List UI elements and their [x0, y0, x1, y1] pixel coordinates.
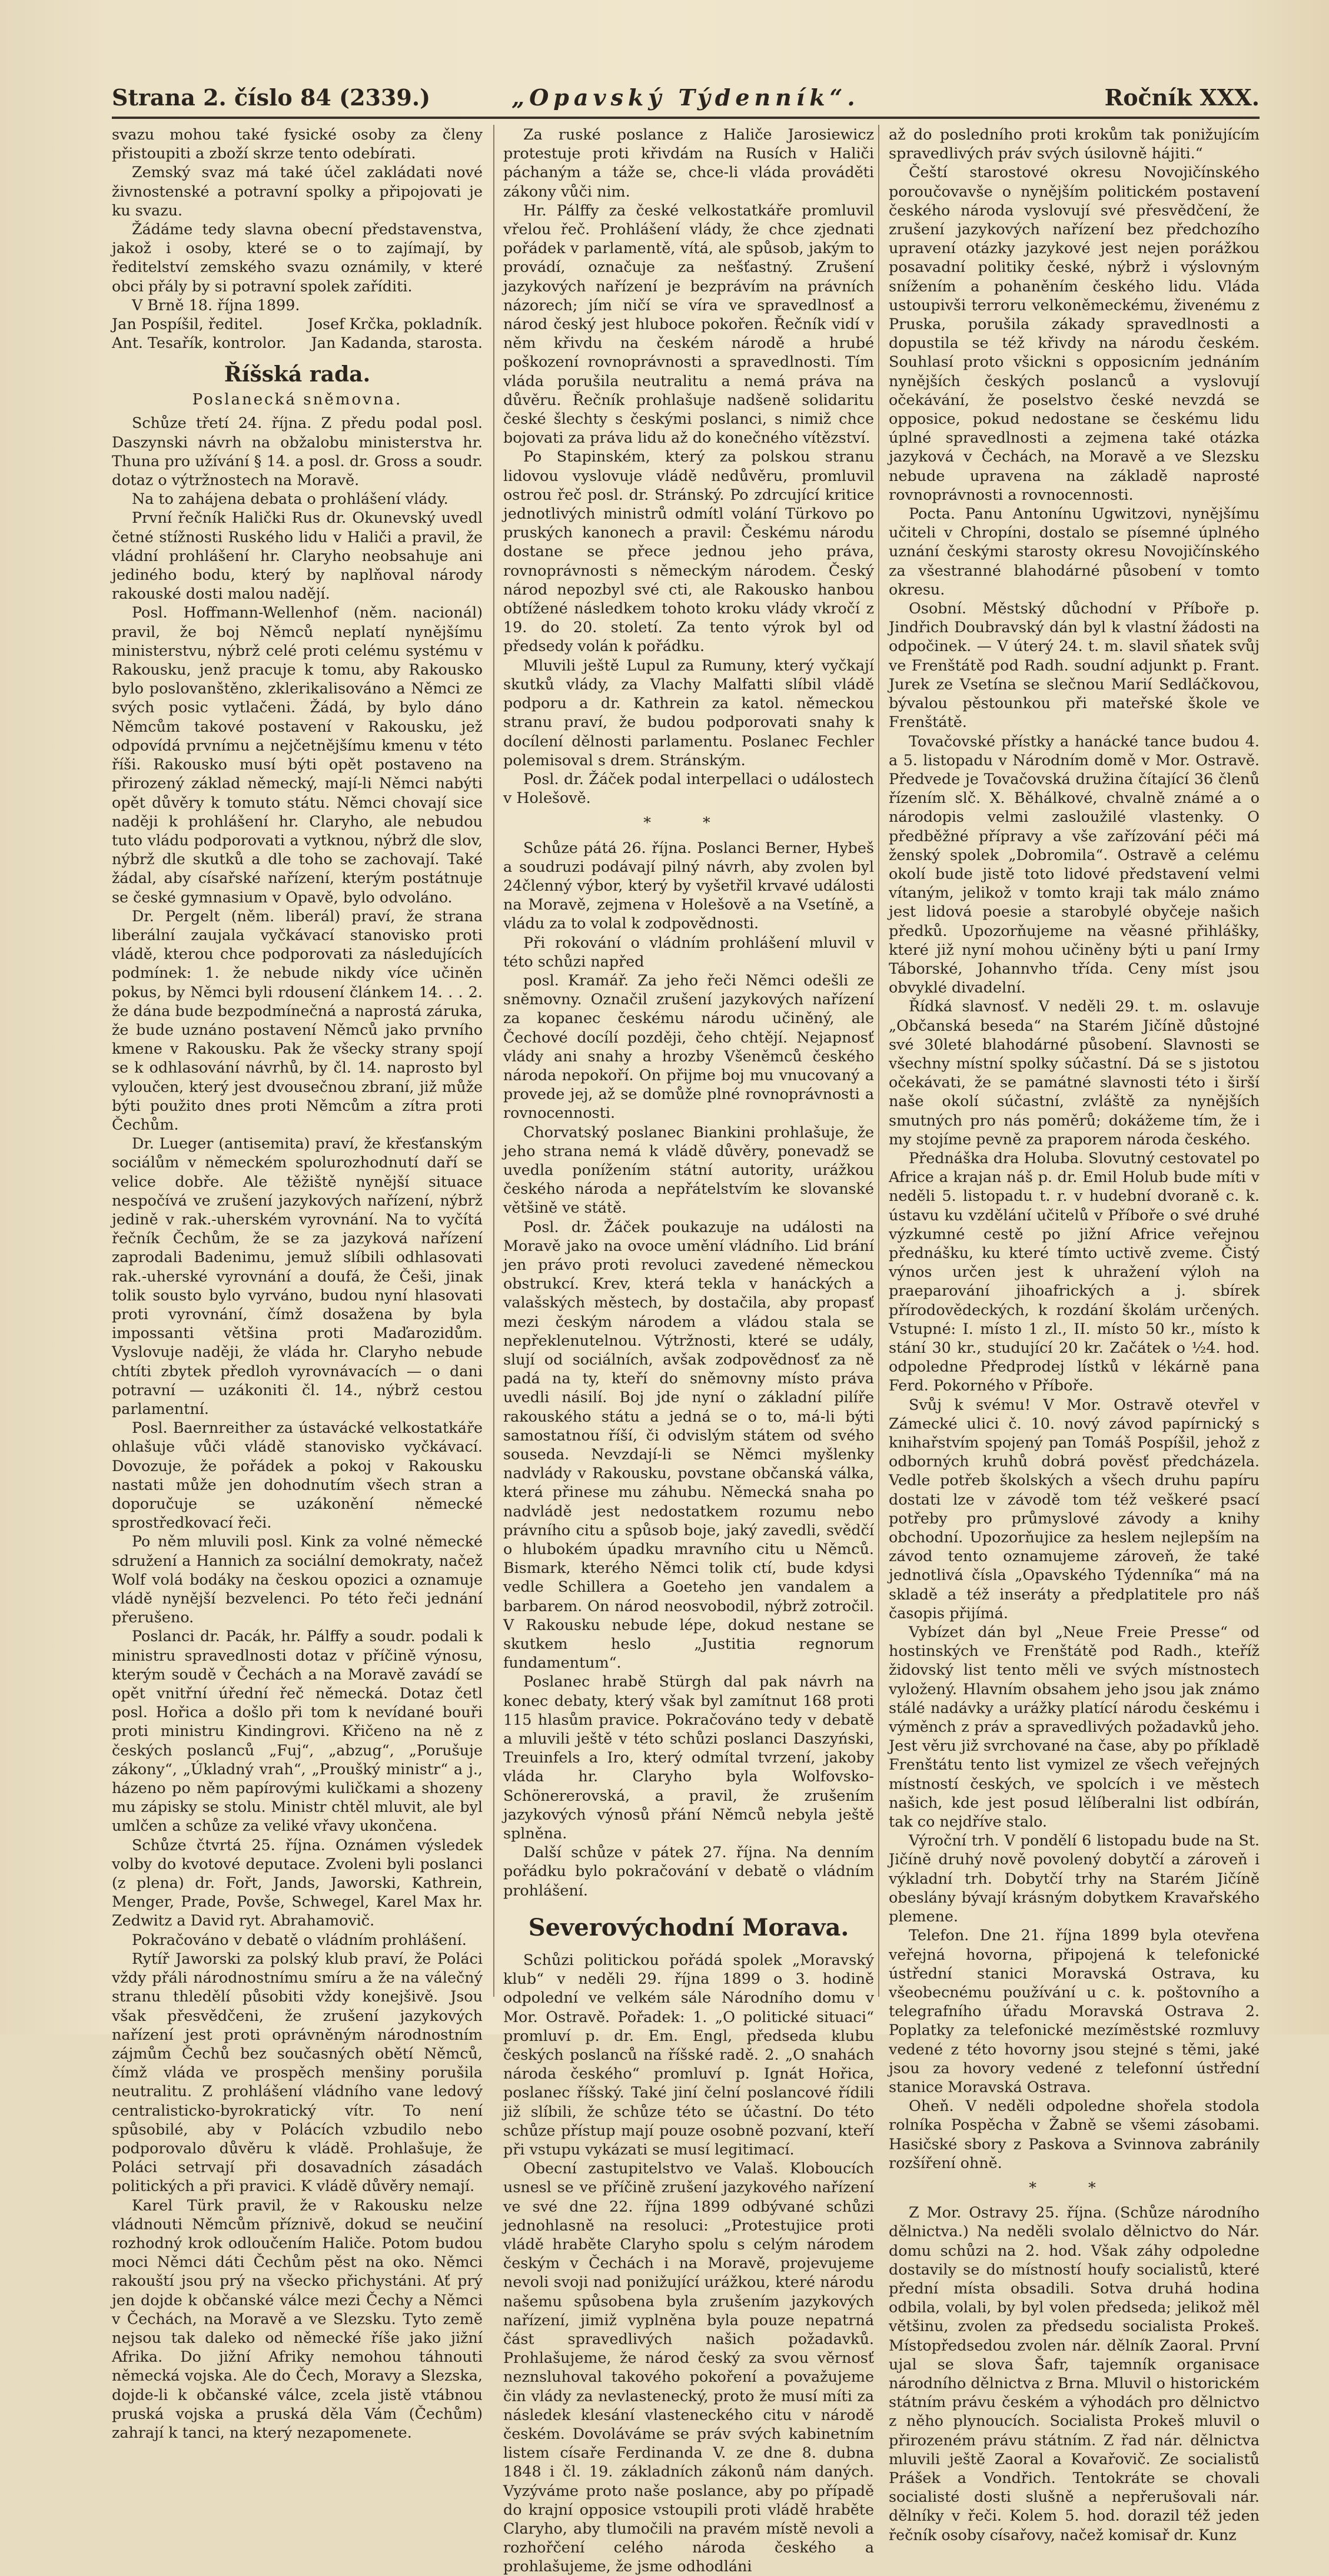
- paragraph: Poslanec hrabě Stürgh dal pak návrh na konec debaty, který však byl zamítnut 168 proti 115 hlasům pravice. Pokračováno tedy v debatě a mluvili ještě v této schůzi poslanci Daszyński, Treuinfels a Iro, který odmítal tvrzení, jakoby vláda hr. Claryho byla Wolfovsko-Schönererovská, a pravil, že zrušením jazykových výnosů přání Němců nebyla ještě splněna.: [503, 1672, 874, 1843]
- paragraph: Čeští starostové okresu Novojičínského poroučovavše o nynějším politickém postavení českého národa vyslovují své přesvědčení, že zrušení jazykových nařízení bez předchozího upravení otázky jazykové jest nejen porážkou posavadní politiky české, nýbrž i výslovným snížením a pohaněním českého lidu. Vláda ustoupivši terroru velkoněmeckému, živenému z Pruska, porušila zákady spravedlnosti a dopustila se též křivdy na národu českém. Souhlasí proto všickni s opposicním jednáním nynějších českých poslanců a vyslovují očekávání, že poselstvo české nevzdá se opposice, pokud nedostane se českému lidu úplné spravedlnosti a zejmena také otázka jazyková v Čechách, na Moravě a ve Slezsku nebude upravena na základě naprosté rovnoprávnosti a rovnocennosti.: [889, 163, 1260, 503]
- paragraph: Za ruské poslance z Haliče Jarosiewicz protestuje proti křivdám na Rusích v Haliči páchaným a táže se, chce-li vláda prováděti zákony vůči nim.: [503, 125, 874, 200]
- paragraph: Další schůze v pátek 27. října. Na denním pořádku bylo pokračování v debatě o vládním prohlášení.: [503, 1843, 874, 1899]
- signature: Ant. Tesařík, kontrolor.: [112, 334, 287, 352]
- paragraph: Rytíř Jaworski za polský klub praví, že Poláci vždy přáli národnostnímu smíru a že na válečný stranu thledělí působiti vždy konejšivě. Jsou však přesvědčeni, že zrušení jazykových nařízení jest proti oprávněným národnostním zájmům Čechů bez současných obětí Němců, čímž vláda ve prospěch menšiny porušila neutralitu. Z prohlášení vládního vane ledový centralisticko-byrokratický vítr. To není spůsobilé, aby v Polácích vzbudilo nebo podporovalo důvěru k vládě. Prohlašuje, že Poláci setrvají při dosavadních zásadách politických a při pravici. K vládě důvěry nemají.: [112, 1949, 483, 2195]
- separator-asterisks: * *: [1029, 2178, 1119, 2196]
- section-heading: Severovýchodní Morava.: [528, 1913, 849, 1941]
- paragraph: Karel Türk pravil, že v Rakousku nelze vládnouti Němcům příznivě, dokud se neučiní rozhodný krok odloučením Haliče. Potom budou moci Němci dáti Čechům pěst na oko. Němci rakouští jsou prý na všecko přichystáni. Ať prý jen dojde k občanské válce mezi Čechy a Němci v Čechách, na Moravě a ve Slezsku. Tyto země nejsou tak daleko od německé říše jako jižní Afrika. Do jižní Afriky nemohou táhnouti německá vojska. Ale do Čech, Moravy a Slezska, dojde-li k občanské válce, zcela jistě vtábnou pruská vojska a pruská děla Vám (Čechům) zahrají k tanci, na který nezapomenete.: [112, 2196, 483, 2441]
- column-1: [112, 125, 483, 2441]
- signature-row: [112, 333, 483, 352]
- paragraph: Výroční trh. V pondělí 6 listopadu bude na St. Jičíně druhý nově povolený dobytčí a zároveň i výkladní trh. Dobytčí trhy na Starém Jičíně obeslány bývají krásným dobytkem Kravařského plemene.: [889, 1831, 1260, 1926]
- masthead: [112, 79, 1260, 115]
- paragraph: Chorvatský poslanec Biankini prohlašuje, že jeho strana nemá k vládě důvěry, ponevadž se uvedla ponížením státní autority, urážkou českého národa a nepřátelstvím ke slovanské většině ve státě.: [503, 1123, 874, 1217]
- column-divider: [493, 125, 494, 1997]
- separator-asterisks: * *: [643, 814, 734, 832]
- section-subheading: Poslanecká sněmovna.: [192, 391, 403, 409]
- paragraph: Po něm mluvili posl. Kink za volné německé sdružení a Hannich za sociální demokraty, načež Wolf volá bodáky na českou opozici a oznamuje vládě nynější bezvelenci. Po této řeči jednání přerušeno.: [112, 1532, 483, 1626]
- paragraph: Posl. dr. Žáček podal interpellaci o událostech v Holešově.: [503, 769, 874, 807]
- section-heading: Říšská rada.: [224, 362, 371, 387]
- paragraph: Oheň. V neděli odpoledne shořela stodola rolníka Pospěcha v Žabně se všemi zásobami. Hasičské sbory z Paskova a Svinnova zabránily rozšíření ohně.: [889, 2097, 1260, 2172]
- paragraph: Dr. Lueger (antisemita) praví, že křesťanským sociálům v německém spolurozhodnutí daří se velice dobře. Ale těžiště nynější situace nespočívá ve zrušení jazykových nařízení, nýbrž jedině v rak.-uherském vyrovnání. Na to vyčítá řečník Čechům, že se za jazyková nařízení zaprodali Badenimu, jemuž slíbili odhlasovati rak.-uherské vyrovnání a doufá, že Češi, jinak tolik sousto bylo vyrváno, budou nyní hlasovati proti vyrovnání, čímž dosažena by byla impossanti většina proti Maďarozidům. Vyslovuje naději, že vláda hr. Claryho nebude chtíti zbytek předloh vyrovnávacích — o dani potravní — uzákoniti čl. 14., nýbrž cestou parlamentní.: [112, 1134, 483, 1418]
- paragraph: Dr. Pergelt (něm. liberál) praví, že strana liberální zaujala vyčkávací stanovisko proti vládě, kterou chce podporovati za následujících podmínek: 1. že nebude nikdy více učiněn pokus, by Němci byli rdousení článkem 14. . . 2. že dána bude bezpodmínečná a naprostá záruka, že bude uznáno postavení Němců jako prvního kmene v Rakousku. Pak že všecky strany spojí se k odhlasování návrhů, by čl. 14. naprosto byl vyloučen, který jest dvousečnou zbraní, již může býti použito dnes proti Němcům a zítra proti Čechům.: [112, 907, 483, 1133]
- paragraph: První řečník Halički Rus dr. Okunevský uvedl četné stížnosti Ruského lidu v Haliči a pravil, že vládní prohlášení hr. Claryho neobsahuje ani jediného bodu, který by naplňoval národy rakouské dosti malou nadějí.: [112, 509, 483, 603]
- paragraph: Schůze třetí 24. října. Z předu podal posl. Daszynski návrh na obžalobu ministerstva hr. Thuna pro užívání § 14. a posl. dr. Gross a soudr. dotaz o výtržnostech na Moravě.: [112, 414, 483, 489]
- paragraph: Z Mor. Ostravy 25. října. (Schůze národního dělnictva.) Na neděli svolalo dělnictvo do Nár. domu schůzi na 2. hod. Však záhy odpoledne dostavily se do místností houfy socialistů, které přední místa obsadili. Sotva druhá hodina odbila, volali, by byl volen předseda; jelikož měl většinu, zvolen za předsedu socialista Prokeš. Místopředsedou zvolen nár. dělník Zaoral. První ujal se slova Šafr, tajemník organisace národního dělnictva z Brna. Mluvil o historickém státním právu českém a výhodách pro dělnictvo z něho plynoucích. Socialista Prokeš mluvil o přirozeném právu státním. Z řad nár. dělnictva mluvili ještě Zaoral a Kovařovič. Ze socialistů Prášek a Vondřich. Tentokráte se chovali socialisté dosti slušně a nepřerušovali nár. dělníky v řeči. Kolem 5. hod. dorazil též jeden řečník osoby císařovy, načež komisař dr. Kunz: [889, 2203, 1260, 2544]
- column-2: [503, 125, 874, 2575]
- signature: Jan Kadanda, starosta.: [311, 334, 483, 352]
- signature: Josef Krčka, pokladník.: [307, 315, 483, 333]
- paragraph: Přednáška dra Holuba. Slovutný cestovatel po Africe a krajan náš p. dr. Emil Holub bude míti v neděli 5. listopadu t. r. v hudební dvoraně c. k. ústavu ku vzdělání učitelů v Příboře o své druhé výzkumné cestě po jižní Africe veřejnou přednášku, ku které tímto uctivě zveme. Čistý výnos určen jest k uhražení výloh na praeparování jihoafrických a j. sbírek přírodovědeckých, k rozdání školám určených. Vstupné: I. místo 1 zl., II. místo 50 kr., místo k stání 30 kr., studující 20 kr. Začátek o ½4. hod. odpoledne Předprodej lístků v lékárně pana Ferd. Pokorného v Příboře.: [889, 1148, 1260, 1395]
- header-rule: [112, 117, 1260, 119]
- paragraph: Pocta. Panu Antonínu Ugwitzovi, nynějšímu učiteli v Chropíni, dostalo se písemné úplného uznání českými starosty okresu Novojičínského za všestranné blahodárné působení v tomto okresu.: [889, 504, 1260, 598]
- paragraph: Schůzi politickou pořádá spolek „Moravský klub“ v neděli 29. října 1899 o 3. hodině odpolední ve velkém sále Národního domu v Mor. Ostravě. Pořadek: 1. „O politické situaci“ promluví p. dr. Em. Engl, předseda klubu českých poslanců na říšské radě. 2. „O snahách národa českého“ promluví p. Ignát Hořica, poslanec říšský. Také jiní čelní poslancové řídili již slíbili, že schůze této se účastní. Do této schůze přístup mají pouze osobně pozvaní, kteří při vstupu vykázati se musí legitimací.: [503, 1950, 874, 2158]
- paragraph: Po Stapinském, který za polskou stranu lidovou vyslovuje vládě nedůvěru, promluvil ostrou řeč posl. dr. Stránský. Po zdrcující kritice jednotlivých ministrů odmítl volání Türkovo po pruských kanonech a pravil: Českému národu dostane se přece jednou jeho práva, rovnoprávnosti s německým národem. Český národ nepozbyl své cti, ale Rakousko hanbou obtížené následkem tohoto kroku vlády vkročí z 19. do 20. století. Za tento výrok byl od předsedy volán k pořádku.: [503, 447, 874, 655]
- paragraph: Mluvili ještě Lupul za Rumuny, který vyčkají skutků vlády, za Vlachy Malfatti slíbil vládě podporu a dr. Kathrein za katol. německou stranu praví, že budou podporovati snahy k docílení dělnosti parlamentu. Poslanec Fechler polemisoval s drem. Stránským.: [503, 656, 874, 769]
- paragraph: Při rokování o vládním prohlášení mluvil v této schůzi napřed: [503, 933, 874, 970]
- paragraph: Posl. Baernreither za ústavácké velkostatkáře ohlašuje vůči vládě stanovisko vyčkávací. Dovozuje, že pořádek a pokoj v Rakousku nastati může jen dohodnutím všech stran a doporučuje se uzákonění německé sprostředkovací řeči.: [112, 1419, 483, 1532]
- paragraph: Tovačovské přístky a hanácké tance budou 4. a 5. listopadu v Národním domě v Mor. Ostravě. Předvede je Tovačovská družina čítající 36 členů řízením slč. X. Běhálkové, chvalně známé a o národopis velmi zasloužilé vlastenky. O předběžné přípravy a vše zařízování péči má ženský spolek „Dobromila“. Ostravě a celému okolí bude jistě toto lidové představení velmi vítaným, jelikož v tomto kraji tak málo známo jest lidová poesie a starobylé obyčeje našich předků. Upozorňujeme na věasné přihlášky, které již nyní mohou učiněny býti u paní Irmy Táborské, Johannvho třída. Ceny míst jsou obvyklé divadelní.: [889, 732, 1260, 997]
- paragraph: Pokračováno v debatě o vládním prohlášení.: [132, 1930, 467, 1948]
- paragraph: Obecní zastupitelstvo ve Valaš. Kloboucích usnesl se ve příčině zrušení jazykového nařízení ve své dne 22. října 1899 odbývané schůzi jednohlasně na resoluci: „Protestujice proti vládě hraběte Claryho spolu s celým národem českým v Čechách i na Moravě, projevujeme nevoli svoji nad ponižující urážkou, které národu našemu spůsobena byla zrušením jazykových nařízení, jimiž vyplněna byla pouze nepatrná část spravedlivých našich požadavků. Prohlašujeme, že národ český za svou věrnosť neznsluhoval takového pokoření a považujeme čin vlády za nevlastenecký, proto že musí míti za následek klesání vlasteneckého citu v národě českém. Dovoláváme se práv svých kabinetním listem císaře Ferdinanda V. ze dne 8. dubna 1848 i čl. 19. základních zákonů nám daných. Vyzýváme proto naše poslance, aby po případě do krajní opposice vstoupili proti vládě hraběte Claryho, aby tlumočili na pravém místě nevoli a rozhořčení celého národa českého a prohlašujeme, že jsme odhodláni: [503, 2159, 874, 2575]
- paragraph: Telefon. Dne 21. října 1899 byla otevřena veřejná hovorna, připojená k telefonické ústřední stanici Moravská Ostrava, ku všeobecnému používání u c. k. poštovního a telegrafního úřadu Moravská Ostrava 2. Poplatky za telefonické mezíměstské rozmluvy vedené z této hovorny jsou stejné s těmi, jaké jsou za hovory vedené z telefonní ústřední stanice Moravská Ostrava.: [889, 1926, 1260, 2096]
- paragraph: Řídká slavnosť. V neděli 29. t. m. oslavuje „Občanská beseda“ na Starém Jičíně důstojné své 30leté blahodárné působení. Slavnosti se všechny místní spolky súčastní. Dá se s jistotou očekávati, že se památné slavnosti této i širší naše okolí súčastní, zvláště za nynějších smutných pro nás poměrů; dokážeme tím, že i my stojíme pevně za praporem národa českého.: [889, 997, 1260, 1148]
- paragraph: Zemský svaz má také účel zakládati nové živnostenské a potravní spolky a připojovati je ku svazu.: [112, 163, 483, 219]
- paragraph: Hr. Pálffy za české velkostatkáře promluvil vřelou řeč. Prohlášení vlády, že chce zjednati pořádek v parlamentě, vítá, ale spůsob, jakým to provádí, označuje za nešťastný. Zrušení jazykových nařízení je bezprávím na právních názorech; jím ničí se víra ve spravedlnosť a národ český jest hluboce pokořen. Řečník vidí v něm křivdu na českém národě a hrubé poškození rovnoprávnosti a spravedlnosti. Tím vláda porušila neutralitu a nemá práva na důvěru. Řečník prohlašuje nadšeně solidaritu české šlechty s českými poslanci, s nimiž chce bojovati za práva lidu až do konečného vítězství.: [503, 201, 874, 447]
- paragraph: Vybízet dán byl „Neue Freie Presse“ od hostinských ve Frenštátě pod Radh., kteříž židovský list tento měli ve svých místnostech vyložený. Hlavním obsahem jeho jsou jak známo stálé nadávky a urážky platící národu českému i výměnch z práv a spravedlivých požadavků jeho. Jest věru již svrchované na čase, aby po příkladě Frenštátu tento list vymizel ze všech veřejných místností českých, ve spolcích i ve městech našich, kde jest posud lělíberalni list odbírán, tak co nejdříve stalo.: [889, 1623, 1260, 1831]
- paragraph: až do posledního proti krokům tak ponižujícím spravedlivých práv svých úsilovně hájiti.“: [889, 125, 1260, 162]
- signature: Jan Pospíšil, ředitel.: [112, 315, 263, 333]
- page-number: Strana 2. číslo 84 (2339.): [112, 84, 431, 111]
- paragraph: Svůj k svému! V Mor. Ostravě otevřel v Zámecké ulici č. 10. nový závod papírnický s knihařstvím spojený pan Tomáš Pospíšil, jehož z odborných kruhů dobrá pověsť předcházela. Vedle potřeb školských a všech druhu papíru dostati lze v závodě tom též veškeré psací potřeby pro průmyslové závody a knihy obchodní. Upozorňujice za heslem nejlepším na závod tento oznamujeme zároveň, že také jednotlivá čísla „Opavského Týdenníka“ má na skladě a též inseráty a předplatitele pro náš časopis přijímá.: [889, 1395, 1260, 1622]
- paragraph: Na to zahájena debata o prohlášení vlády.: [132, 490, 448, 508]
- paragraph: Posl. dr. Žáček poukazuje na události na Moravě jako na ovoce umění vládního. Lid brání jen právo proti revoluci zavedené německou obstrukcí. Krev, která tekla v hanáckých a valašských městech, by dostačila, aby propasť mezi českým národem a vládou stala se nepřeklenutelnou. Výtržnosti, které se udály, slují od sociálních, avšak zodpovědnosť za ně padá na ty, kteří do sněmovny místo práva uvedli násilí. Boj jde nyní o základní pilíře rakouského státu a jedná se o to, má-li býti samostatnou říší, či odvislým státem od svého souseda. Nevzdají-li se Němci myšlenky nadvlády v Rakousku, povstane občanská válka, která přinese mu záhubu. Německá snaha po nadvládě jest nedostatkem rozumu nebo právního citu a spůsob boje, jaký zavedli, svědčí o hlubokém úpadku mravního citu u Němců. Bismark, kterého Němci tolik ctí, bude kdysi vedle Schillera a Goeteho jen vandalem a barbarem. On národ neosvobodil, nýbrž zotročil. V Rakousku nebude lépe, dokud nestane se skutkem heslo „Justitia regnorum fundamentum“.: [503, 1217, 874, 1672]
- volume-year: Ročník XXX.: [1104, 84, 1260, 111]
- paragraph: Schůze čtvrtá 25. října. Oznámen výsledek volby do kvotové deputace. Zvoleni byli poslanci (z plena) dr. Fořt, Jands, Jaworski, Kathrein, Menger, Prade, Povše, Schwegel, Karel Max hr. Zedwitz a David ryt. Abrahamovič.: [112, 1835, 483, 1930]
- dateline: V Brně 18. října 1899.: [132, 296, 300, 314]
- paragraph: Žádáme tedy slavna obecní představenstva, jakož i osoby, které se o to zajímají, by ředitelství zemského svazu oznámily, v které obci přály by si potravní spolek zaříditi.: [112, 220, 483, 295]
- paragraph: Osobní. Městský důchodní v Příboře p. Jindřich Doubravský dán byl k vlastní žádosti na odpočinek. — V úterý 24. t. m. slavil sňatek svůj ve Frenštátě pod Radh. soudní adjunkt p. Frant. Jurek ze Vsetína se slečnou Marií Sedláčkovou, bývalou pěstounkou při mateřské škole ve Frenštátě.: [889, 599, 1260, 731]
- column-3: [889, 125, 1260, 2544]
- column-divider: [878, 125, 879, 1997]
- paragraph: Posl. Hoffmann-Wellenhof (něm. nacionál) pravil, že boj Němců neplatí nynějšímu ministerstvu, nýbrž celé proti celému systému v Rakousku, jenž pracuje k tomu, aby Rakousko bylo poslovanštěno, zklerikalisováno a Němci ze svých posic vytlačeni. Žádá, by bylo dáno Němcům takové postavení v Rakousku, jež odpovídá prvnímu a nejčetnějšímu kmenu v této říši. Rakousko musí býti opět postaveno na přirozený základ německý, mají-li Němci nabýti opět důvěry k tomuto státu. Němci chovají sice naději k prohlášení hr. Claryho, ale nebudou tuto vládu podporovati a vytknou, nýbrž dle slov, nýbrž dle skutků a dle toho se zachovají. Také žádal, aby císařské nařízení, kterým postátnuje se české gymnasium v Opavě, bylo odvoláno.: [112, 603, 483, 906]
- paragraph: svazu mohou také fysické osoby za členy přistoupiti a zboží skrze tento odebírati.: [112, 125, 483, 162]
- signature-row: [112, 314, 483, 333]
- newspaper-title: „Opavský Týdenník“.: [511, 84, 860, 111]
- paragraph: Poslanci dr. Pacák, hr. Pálffy a soudr. podali k ministru spravedlnosti dotaz v příčině výnosu, kterým soudě v Čechách a na Moravě zavádí se opět vnitřní úřední řeč německá. Dotaz četl posl. Hořica a došlo při tom k nevídané bouři proti ministru Kindingrovi. Křičeno na ně z českých poslanců „Fuj“, „abzug“, „Porušuje zákony“, „Úkladný vrah“, „Proušký ministr“ a j., házeno po něm papírovými kuličkami a shozeny mu zápisky se stolu. Ministr chtěl mluvit, ale byl umlčen a schůze za veliké vřavy ukončena.: [112, 1627, 483, 1835]
- paragraph: posl. Kramář. Za jeho řeči Němci odešli ze sněmovny. Označil zrušení jazykových nařízení za kopanec českému národu učiněný, ale Čechové docílí později, čeho chtějí. Nejapnosť vlády ani snahy a hrozby Všeněmců českého národa nepokoří. On přijme boj mu vnucovaný a provede jej, až se domůže plné rovnoprávnosti a rovnocennosti.: [503, 971, 874, 1122]
- paragraph: Schůze pátá 26. října. Poslanci Berner, Hybeš a soudruzi podávají pilný návrh, aby zvolen byl 24členný výbor, který by vyšetřil krvavé události na Moravě, zejmena v Holešově a na Vsetíně, a vládu za to volal k zodpovědnosti.: [503, 838, 874, 932]
